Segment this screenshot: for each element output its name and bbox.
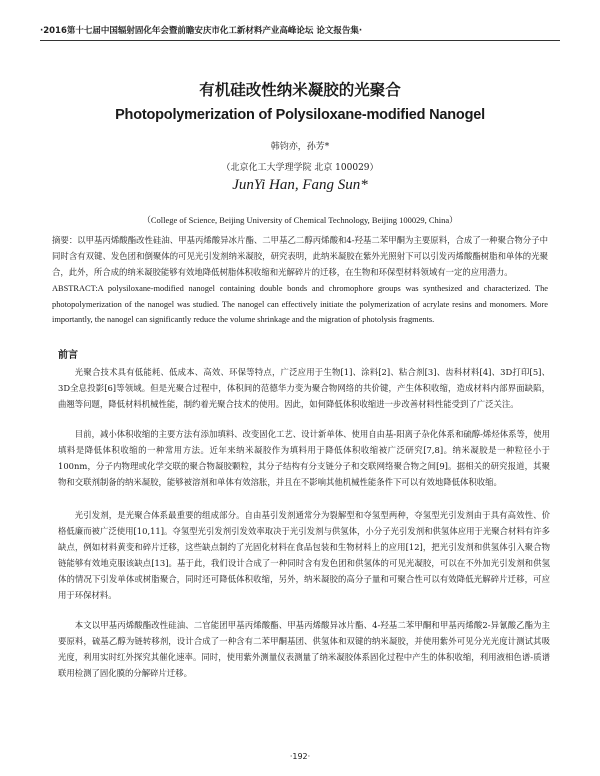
authors-chinese: 韩钧亦，孙芳* [270,142,330,152]
abstract-chinese: 摘要：以甲基丙烯酸酯改性硅油、甲基丙烯酸异冰片酯、二甲基乙二醇丙烯酸和4-羟基二苯甲酮为主要原料，合成了一种聚合物分子中同时含有双键、发色团和倒聚体的可见光引发剂纳米凝胶，研究表明，此纳米凝胶在紫外光照射下可以引发丙烯酸酯树脂和单体的光聚合，此外，所合成的纳米凝胶能够有效地降低树脂体积收缩和光解碎片的迁移，在生物和环保型材料领域有一定的应用潜力。 [52,235,548,277]
abstract-english: ABSTRACT:A polysiloxane-modified nanogel containing double bonds and chromophore groups was synthesized and characterized. The photopolymerization of the nanogel was studied. The nanogel can effectively initiate the polymerization of acrylate resins and monomers. More importantly, the nanogel can significantly reduce the volume shrinkage and the migration of photolysis fragments. [52,284,548,324]
section-title-introduction: 前言 [58,350,78,361]
page-number: ·192· [289,752,311,761]
paper-title-english: Photopolymerization of Polysiloxane-modified Nanogel [115,107,485,123]
running-header: ·2016第十七届中国辐射固化年会暨前瞻安庆市化工新材料产业高峰论坛 论文报告集· [40,22,560,41]
body-paragraph: 光引发剂，是光聚合体系最重要的组成部分。自由基引发剂通常分为裂解型和夺氢型两种，夺氢型光引发剂由于具有高效性、价格低廉而被广泛使用[10,11]。夺氢型光引发剂引发效率取决于光引发剂与供氢体，小分子光引发剂和供氢体应用于光聚合材料有许多缺点，例如材料黄变和碎片迁移，这些缺点制约了光固化材料在食品包装和生物材料上的应用[12]，把光引发剂和供氢体引入聚合物链能够有效地克服该缺点[13]。基于此，我们设计合成了一种同时含有发色团和供氢体的可见光凝胶，可以在不外加光引发剂和供氢体的情况下引发单体或树脂聚合，同时还可降低体积收缩，另外，纳米凝胶的高分子量和可聚合性可以有效降低光解碎片迁移，可应用于环保材料。 [58,510,550,600]
paper-title-chinese: 有机硅改性纳米凝胶的光聚合 [199,81,401,99]
affiliation-chinese: （北京化工大学理学院 北京 100029） [221,163,379,173]
body-paragraph: 目前，减小体积收缩的主要方法有添加填料、改变固化工艺、设计新单体、使用自由基-阳离子杂化体系和硫醇-烯烃体系等，使用填料是降低体积收缩的一种常用方法。近年来纳米凝胶作为填料用于降低体积收缩被广泛研究[7,8]。纳米凝胶是一种粒径小于100nm，分子内物理或化学交联的聚合物凝胶颗粒，其分子结构有分支链分子和交联网络聚合物之间[9]。据相关的研究报道，其聚物和交联剂制备的纳米凝胶，能够被溶剂和单体有效溶胀，并且在不影响其他机械性能条件下可以有效地降低体积收缩。 [58,429,550,487]
affiliation-english: （College of Science, Beijing University of Chemical Technology, Beijing 100029, China） [142,215,458,225]
body-paragraph: 本文以甲基丙烯酸酯改性硅油、二官能团甲基丙烯酸酯、甲基丙烯酸异冰片酯、4-羟基二苯甲酮和甲基丙烯酸2-异氰酸乙酯为主要原料，硫基乙醇为链转移剂，设计合成了一种含有二苯甲酮基团、供氢体和双键的纳米凝胶，并使用紫外可见分光光度计测试其吸光度，利用实时红外探究其催化速率。同时，使用紫外测量仪表测量了纳米凝胶体系固化过程中产生的体积收缩，利用液相色谱-质谱联用检测了固化膜的分解碎片迁移。 [58,620,550,678]
body-paragraph: 光聚合技术具有低能耗、低成本、高效、环保等特点，广泛应用于生物[1]、涂料[2]、粘合剂[3]、齿科材料[4]、3D打印[5]、3D全息投影[6]等领域。但是光聚合过程中，体积间的范德华力变为聚合物网络的共价键，产生体积收缩，造成材料内部界面缺陷，曲翘等问题，降低材料机械性能，制约着光聚合技术的使用。因此，如何降低体积收缩进一步改善材料性能受到了广泛关注。 [58,367,550,409]
authors-english: JunYi Han, Fang Sun* [232,177,368,193]
